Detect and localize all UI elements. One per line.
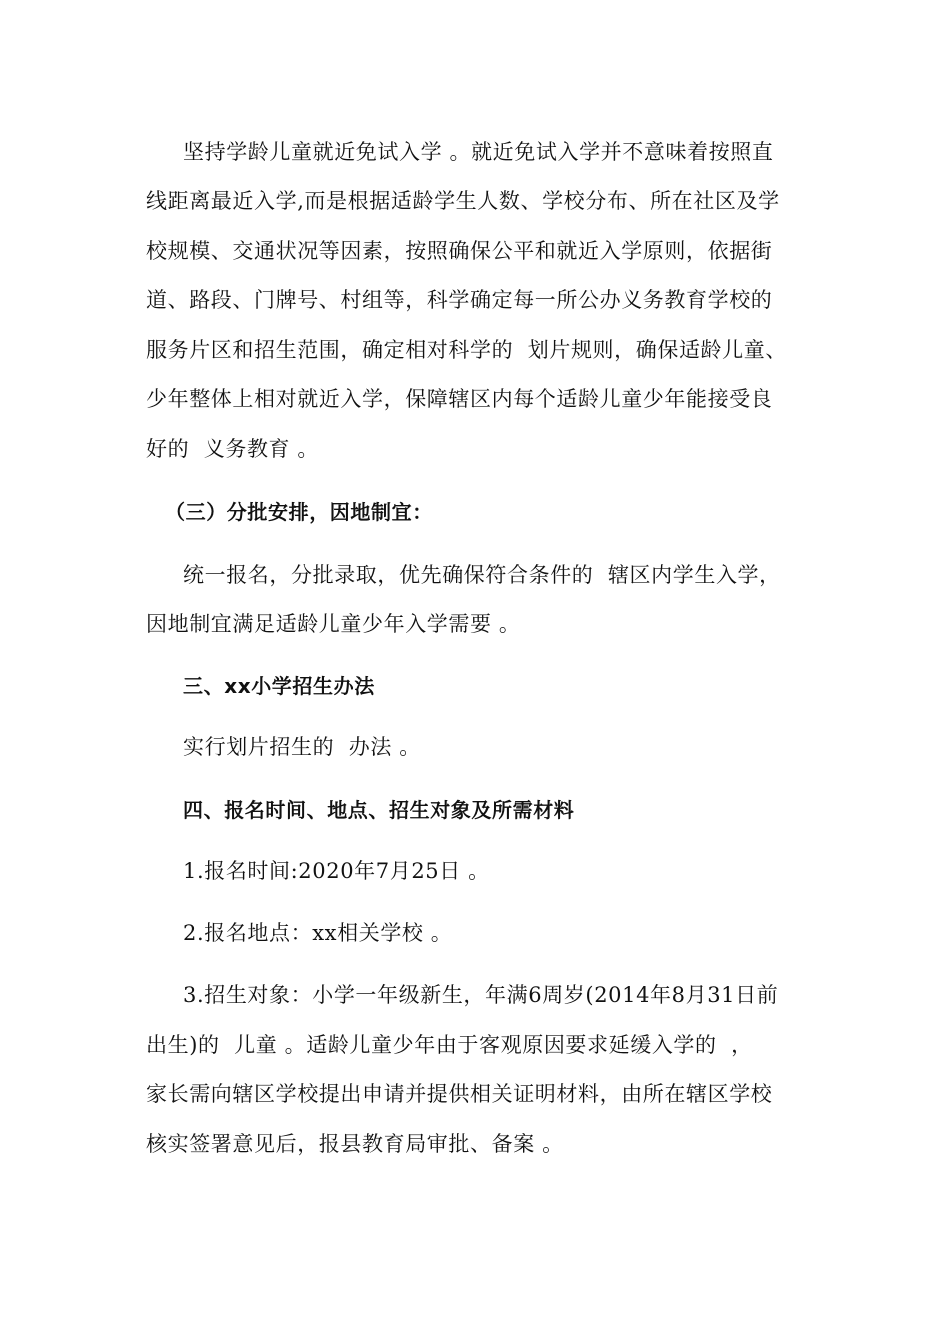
- paragraph-line: 实行划片招生的 办法 。: [183, 735, 421, 759]
- paragraph-line: 少年整体上相对就近入学，保障辖区内每个适龄儿童少年能接受良: [146, 387, 773, 411]
- paragraph-line: 核实签署意见后，报县教育局审批、备案 。: [146, 1132, 564, 1156]
- paragraph-line: 道、路段、门牌号、村组等，科学确定每一所公办义务教育学校的: [146, 288, 773, 312]
- paragraph-line: 校规模、交通状况等因素，按照确保公平和就近入学原则，依据街: [146, 239, 773, 263]
- paragraph-line: 因地制宜满足适龄儿童少年入学需要 。: [146, 612, 521, 636]
- section-heading: 三、xx小学招生办法: [183, 674, 375, 698]
- section-heading: 四、报名时间、地点、招生对象及所需材料: [183, 798, 575, 822]
- paragraph-line: 坚持学龄儿童就近免试入学 。就近免试入学并不意味着按照直: [183, 140, 774, 164]
- paragraph-line: 统一报名，分批录取，优先确保符合条件的 辖区内学生入学，: [183, 563, 781, 587]
- paragraph-line: 出生)的 儿童 。适龄儿童少年由于客观原因要求延缓入学的 ，: [146, 1033, 753, 1057]
- paragraph-line: 服务片区和招生范围，确定相对科学的 划片规则，确保适龄儿童、: [146, 338, 787, 362]
- list-item: 3.招生对象：小学一年级新生，年满6周岁(2014年8月31日前: [183, 983, 779, 1007]
- paragraph-line: 线距离最近入学,而是根据适龄学生人数、学校分布、所在社区及学: [146, 189, 780, 213]
- list-item: 2.报名地点：xx相关学校 。: [183, 921, 453, 945]
- paragraph-line: 家长需向辖区学校提出申请并提供相关证明材料，由所在辖区学校: [146, 1082, 773, 1106]
- paragraph-line: 好的 义务教育 。: [146, 437, 320, 461]
- list-item: 1.报名时间:2020年7月25日 。: [183, 859, 490, 883]
- section-heading: （三）分批安排，因地制宜：: [165, 500, 433, 524]
